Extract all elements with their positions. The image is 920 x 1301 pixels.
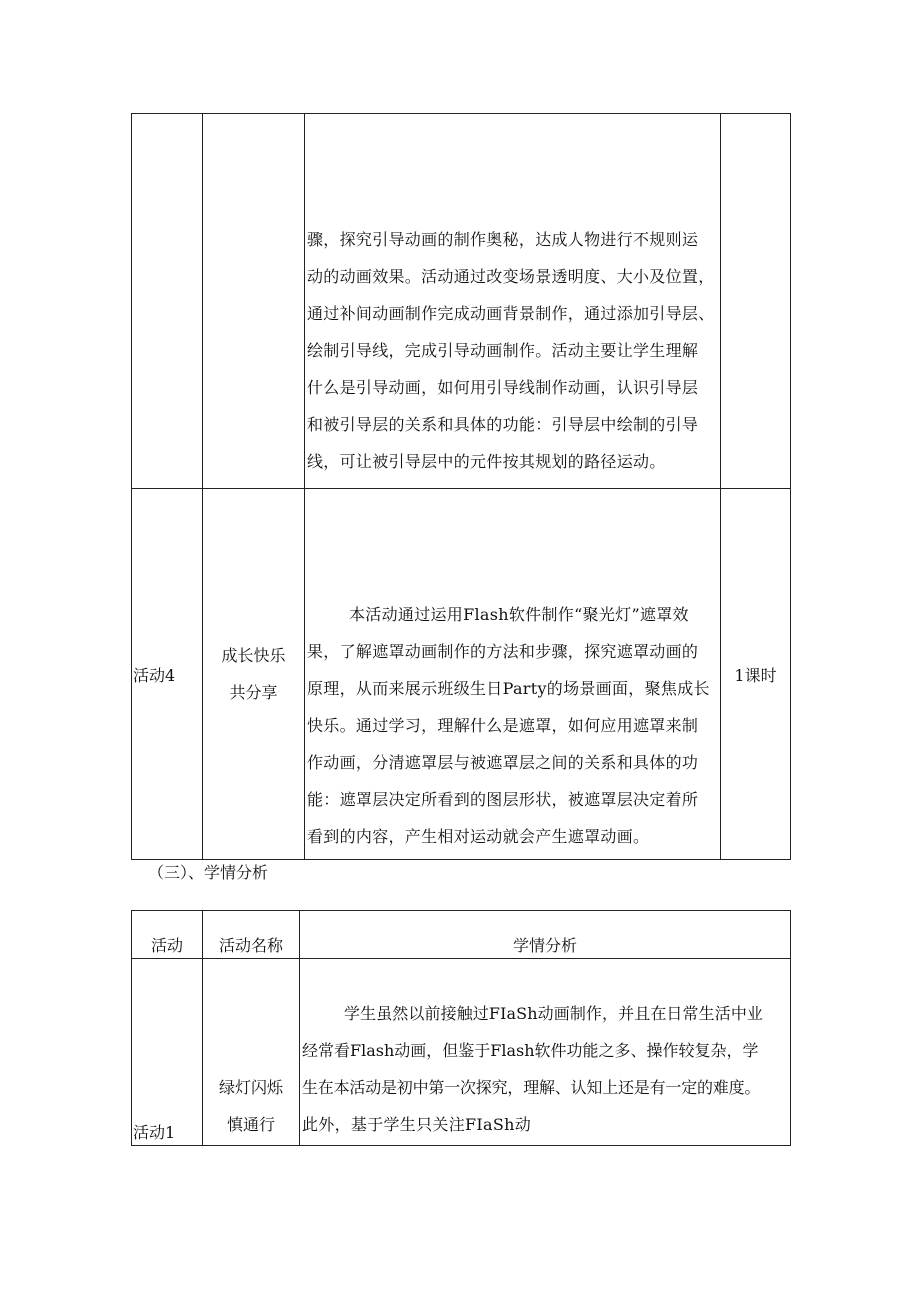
activity-name-cell bbox=[203, 489, 305, 860]
activity-name-line: 绿灯闪烁 bbox=[218, 1078, 283, 1097]
description-line: 线，可让被引导层中的元件按其规划的路径运动。 bbox=[307, 452, 666, 471]
description-cell bbox=[305, 489, 721, 860]
description-cell bbox=[305, 114, 721, 489]
header-activity-name: 活动名称 bbox=[203, 911, 300, 959]
activity-label: 活动4 bbox=[133, 665, 176, 685]
description-line: 原理，从而来展示班级生日Party的场景画面，聚焦成长 bbox=[307, 679, 710, 698]
header-activity: 活动 bbox=[132, 911, 203, 959]
learning-analysis-table bbox=[131, 910, 791, 1146]
hours-cell bbox=[721, 489, 791, 860]
table-header-row bbox=[132, 911, 791, 959]
description-line: 通过补间动画制作完成动画背景制作，通过添加引导层、 bbox=[307, 304, 715, 323]
activity-cell bbox=[132, 489, 203, 860]
analysis-line: 经常看Flash动画，但鉴于Flash软件功能之多、操作较复杂，学 bbox=[302, 1041, 759, 1060]
hours-cell bbox=[721, 114, 791, 489]
description-line: 能：遮罩层决定所看到的图层形状，被遮罩层决定着所 bbox=[307, 790, 699, 809]
description-line: 看到的内容，产生相对运动就会产生遮罩动画。 bbox=[307, 827, 650, 846]
header-analysis: 学情分析 bbox=[300, 911, 791, 959]
activity-cell bbox=[132, 114, 203, 489]
analysis-line: 生在本活动是初中第一次探究，理解、认知上还是有一定的难度。 bbox=[302, 1078, 761, 1097]
description-line: 和被引导层的关系和具体的功能：引导层中绘制的引导 bbox=[307, 415, 699, 434]
activity-name-cell bbox=[203, 959, 300, 1146]
description-line: 本活动通过运用Flash软件制作“聚光灯”遮罩效 bbox=[349, 605, 689, 624]
activity-cell bbox=[132, 959, 203, 1146]
activity-table bbox=[131, 113, 791, 860]
activity-name-line: 成长快乐 bbox=[221, 646, 286, 665]
description-line: 动的动画效果。活动通过改变场景透明度、大小及位置， bbox=[307, 267, 715, 286]
description-line: 作动画，分清遮罩层与被遮罩层之间的关系和具体的功 bbox=[307, 753, 699, 772]
activity-label: 活动1 bbox=[133, 1123, 176, 1142]
activity-name-cell bbox=[203, 114, 305, 489]
table-row bbox=[132, 959, 791, 1146]
description-line: 什么是引导动画，如何用引导线制作动画，认识引导层 bbox=[307, 378, 699, 397]
analysis-cell bbox=[300, 959, 791, 1146]
table-row bbox=[132, 114, 791, 489]
table-row bbox=[132, 489, 791, 860]
description-line: 绘制引导线，完成引导动画制作。活动主要让学生理解 bbox=[307, 341, 699, 360]
analysis-line: 学生虽然以前接触过FIaSh动画制作，并且在日常生活中业 bbox=[344, 1004, 764, 1023]
analysis-line: 此外，基于学生只关注FIaSh动 bbox=[302, 1115, 532, 1134]
section-heading: （三）、学情分析 bbox=[148, 863, 269, 882]
activity-name-line: 慎通行 bbox=[226, 1115, 275, 1134]
hours-value: 1课时 bbox=[734, 665, 777, 685]
description-line: 骤，探究引导动画的制作奥秘，达成人物进行不规则运 bbox=[307, 230, 699, 249]
description-line: 快乐。通过学习，理解什么是遮罩，如何应用遮罩来制 bbox=[307, 716, 699, 735]
description-line: 果，了解遮罩动画制作的方法和步骤，探究遮罩动画的 bbox=[307, 642, 699, 661]
activity-name-line: 共分享 bbox=[229, 683, 278, 702]
